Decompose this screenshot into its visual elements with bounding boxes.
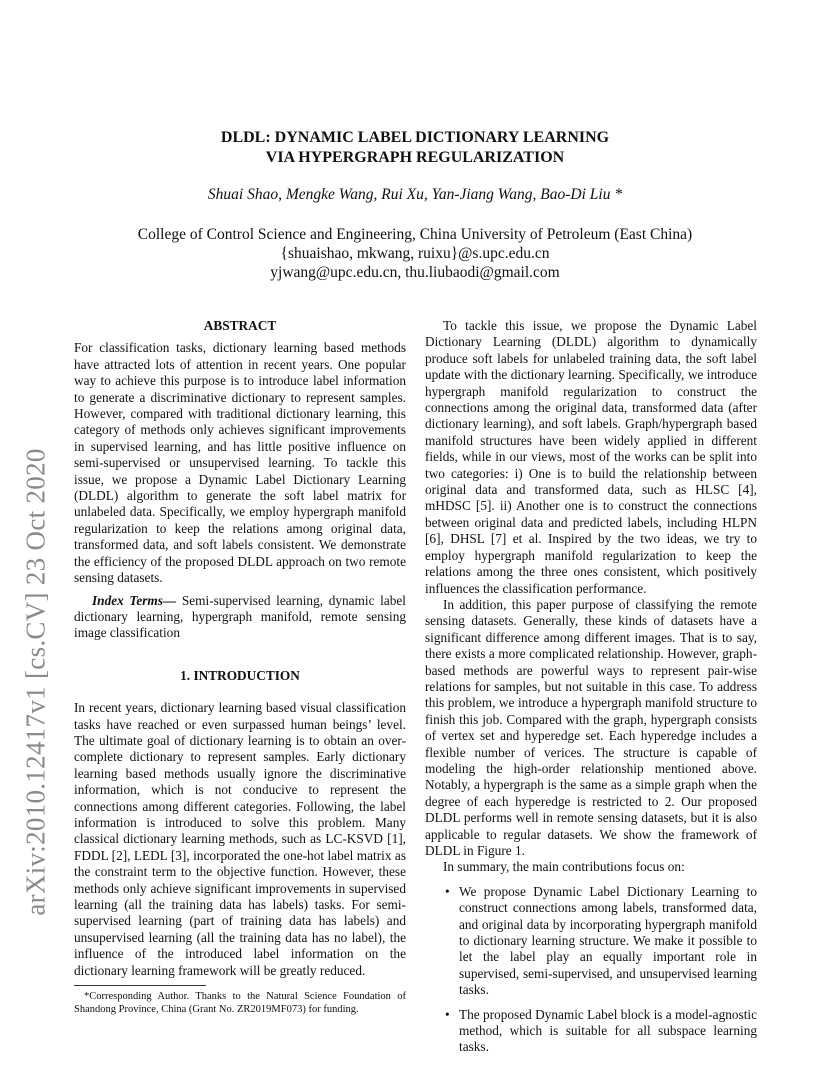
abstract-text: For classification tasks, dictionary learning based methods have attracted lots of attention in recent years. One popular way to achieve this purpose is to introduce label information to generate a discriminative dictionary to represent samples. However, compared with traditional dictionary learning, this category of methods only achieves significant improvements in supervised learning, and has little positive influence on semi-supervised or unsupervised learning. To tackle this issue, we propose a Dynamic Label Dictionary Learning (DLDL) algorithm to generate the soft label matrix for unlabeled data. Specifically, we employ hypergraph manifold regularization to keep the relations among original data, transformed data, and soft labels consistent. We demonstrate the efficiency of the proposed DLDL approach on two remote sensing datasets. <box>74 340 406 586</box>
index-terms-text: Semi-supervised learning, dynamic label dictionary learning, hypergraph manifold, remote sensing image classification <box>74 592 406 641</box>
affiliation-emails-1: {shuaishao, mkwang, ruixu}@s.upc.edu.cn <box>280 245 550 262</box>
list-item <box>425 884 757 999</box>
author-list: Shuai Shao, Mengke Wang, Rui Xu, Yan-Jiang Wang, Bao-Di Liu * <box>207 186 623 203</box>
affiliation-emails-2: yjwang@upc.edu.cn, thu.liubaodi@gmail.com <box>270 264 560 281</box>
bullet-icon: • <box>445 1006 450 1022</box>
right-column <box>425 318 757 1064</box>
right-paragraph-1: To tackle this issue, we propose the Dynamic Label Dictionary Learning (DLDL) algorithm to dynamically produce soft labels for unlabeled training data, the soft label update with the dictionary learning. Specifically, we introduce hypergraph manifold regularization to construct the connections among the original data, transformed data (after dictionary learning), and soft labels. Graph/hypergraph based manifold structures have been widely applied in different fields, while in our views, most of the works can be split into two categories: i) One is to build the relationship between original data and transformed data, such as HLSC [4], mHDSC [5]. ii) Another one is to construct the connections between original data and predicted labels, including HLPN [6], DHSL [7] et al. Inspired by the two ideas, we try to employ hypergraph manifold regularization to keep the relations among the three ones consistent, which positively influences the classification performance. <box>425 318 757 596</box>
paper-title <box>100 128 730 168</box>
affiliation-institution: College of Control Science and Engineering, China University of Petroleum (East China) <box>137 226 693 243</box>
index-terms-label: Index Terms— <box>92 592 177 608</box>
paper-title-line-1: DLDL: DYNAMIC LABEL DICTIONARY LEARNING <box>220 129 610 146</box>
contribution-text-2: The proposed Dynamic Label block is a model-agnostic method, which is suitable for all subspace learning tasks. <box>459 1006 757 1055</box>
paper-title-line-2: VIA HYPERGRAPH REGULARIZATION <box>265 149 565 166</box>
affiliation-block <box>90 225 740 282</box>
contribution-text-1: We propose Dynamic Label Dictionary Learning to construct connections among labels, transformed data, and original data by incorporating hypergraph manifold to dictionary learning structure. We make it possible to let the label play an equally important role in supervised, semi-supervised, and unsupervised learning tasks. <box>459 883 757 998</box>
abstract-heading: ABSTRACT <box>203 318 277 333</box>
right-paragraph-3: In summary, the main contributions focus on: <box>443 859 685 875</box>
arxiv-stamp-text: arXiv:2010.12417v1 [cs.CV] 23 Oct 2020 <box>20 448 51 916</box>
footnote: *Corresponding Author. Thanks to the Natural Science Foundation of Shandong Province, China (Grant No. ZR2019MF073) for funding. <box>74 991 406 1016</box>
footnote-divider <box>74 985 206 986</box>
list-item <box>425 1007 757 1056</box>
bullet-icon: • <box>445 883 450 899</box>
introduction-heading: 1. INTRODUCTION <box>180 667 300 683</box>
index-terms <box>74 593 406 642</box>
left-column <box>74 318 406 1027</box>
contributions-list <box>425 884 757 1056</box>
introduction-text: In recent years, dictionary learning based visual classification tasks have reached or even surpassed human beings’ level. The ultimate goal of dictionary learning is to obtain an over-complete dictionary to represent samples. Early dictionary learning based methods usually ignore the discriminative information, which is not conducive to represent the connections among different categories. Following, the label information is introduced to solve this problem. Many classical dictionary learning methods, such as LC-KSVD [1], FDDL [2], LEDL [3], incorporated the one-hot label matrix as the constraint term to the objective function. However, these methods only achieve significant improvements in supervised learning (all the training data has labels) tasks. For semi-supervised learning (part of training data has labels) and unsupervised learning (all the training data has no label), the influence of the introduced label information on the dictionary learning framework will be greatly reduced. <box>74 700 406 978</box>
right-paragraph-2: In addition, this paper purpose of classifying the remote sensing datasets. Generally, these kinds of datasets have a significant difference among different images. That is to say, there exists a more complicated relationship. However, graph-based methods are powerful ways to represent pair-wise relations for samples, but not suitable in this case. To address this problem, we introduce a hypergraph manifold structure to finish this job. Compared with the graph, hypergraph consists of vertex set and hyperedge set. Each hyperedge includes a flexible number of verices. The structure is capable of modeling the high-order relationship mentioned above. Notably, a hypergraph is the same as a simple graph when the degree of each hyperedge is restricted to 2. Our proposed DLDL performs well in remote sensing datasets, but it is also applicable to regular datasets. We show the framework of DLDL in Figure 1. <box>425 596 757 858</box>
